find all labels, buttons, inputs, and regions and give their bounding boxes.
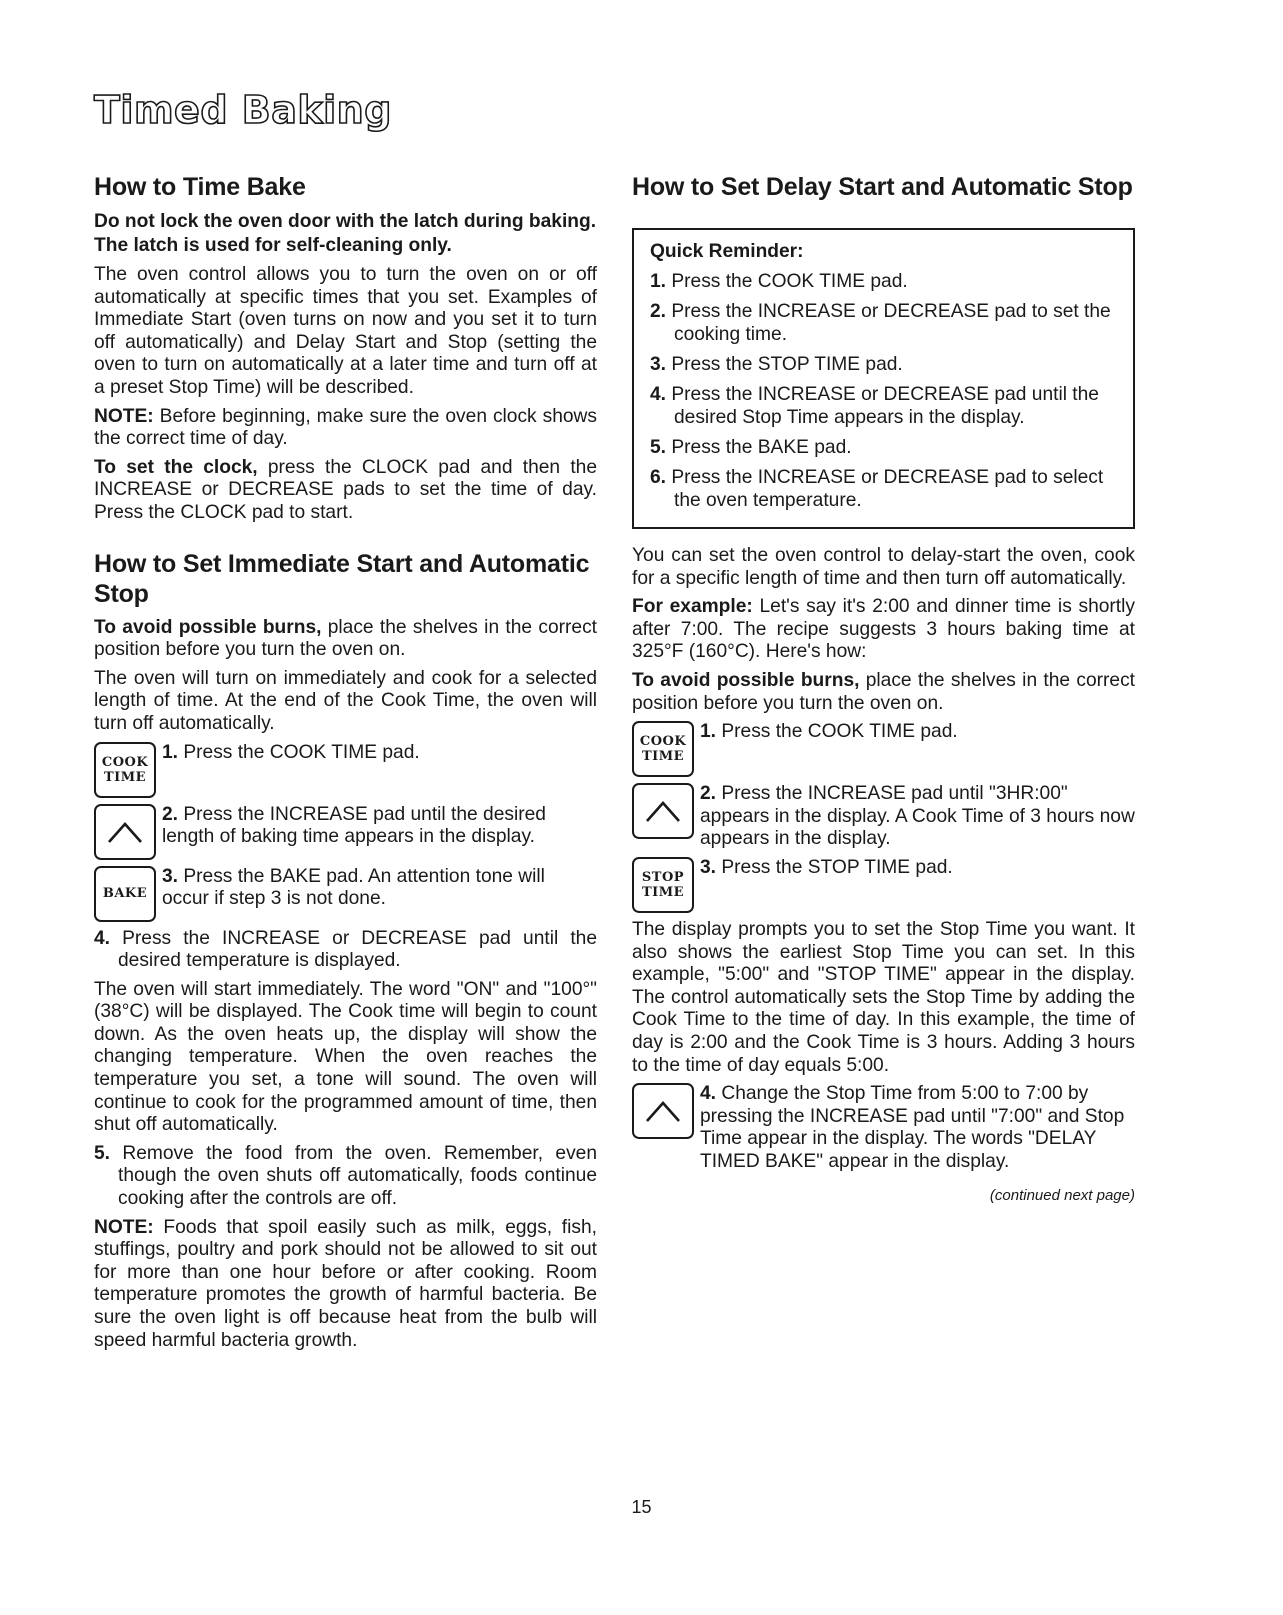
pad-label: BAKE	[102, 886, 148, 901]
burn-warning	[632, 670, 1135, 715]
set-clock-text: press the CLOCK pad and then the INCREASE or DECREASE pads to set the time of day. Press the CLOCK pad to start.	[94, 456, 597, 523]
step-body: Press the BAKE pad. An attention tone will occur if step 3 is not done.	[162, 865, 545, 910]
display-description: The display prompts you to set the Stop Time you want. It also shows the earliest Stop Time you can set. In this example, "5:00" and "STOP TIME" appear in the display. The control automatically sets the Stop Time by adding the Cook Time to the time of day. In this example, the time of day is 2:00 and the Cook Time is 3 hours. Adding 3 hours to the time of day equals 5:00.	[632, 918, 1135, 1076]
latch-warning: Do not lock the oven door with the latch during baking. The latch is used for self-cleaning only.	[94, 211, 597, 256]
clock-note	[94, 406, 597, 451]
pad-label: COOK	[101, 754, 149, 770]
step-body: Press the COOK TIME pad.	[716, 721, 958, 743]
heading-how-to-time-bake: How to Time Bake	[94, 173, 306, 201]
step-3	[632, 857, 1135, 913]
item-text: Press the STOP TIME pad.	[666, 354, 903, 375]
left-column	[94, 172, 597, 1358]
step-number: 2.	[162, 803, 179, 825]
item-number: 2.	[650, 301, 667, 322]
item-text: Press the INCREASE or DECREASE pad to select the oven temperature.	[666, 467, 1104, 511]
item-number: 1.	[650, 271, 667, 292]
step-body: Press the INCREASE pad until the desired length of baking time appears in the display.	[162, 803, 546, 848]
step-number: 3.	[162, 865, 179, 887]
reminder-item	[650, 270, 1117, 293]
quick-reminder-title: Quick Reminder:	[650, 241, 804, 262]
burn-text: place the shelves in the correct position before you turn the oven on.	[94, 616, 597, 661]
food-safety-note	[94, 1217, 597, 1353]
set-clock-label: To set the clock,	[94, 456, 258, 478]
reminder-item	[650, 436, 1117, 459]
pad-label: STOP	[641, 869, 685, 885]
set-clock-paragraph	[94, 457, 597, 525]
step-2	[94, 804, 597, 860]
example-paragraph	[632, 596, 1135, 664]
step-2	[632, 783, 1135, 851]
page-number: 15	[631, 1497, 652, 1517]
note-label: NOTE:	[94, 1216, 154, 1238]
step-text	[162, 742, 597, 765]
step-body: Press the INCREASE or DECREASE pad until the desired temperature is displayed.	[110, 927, 597, 972]
pad-label: TIME	[641, 749, 685, 765]
step-body: Press the STOP TIME pad.	[716, 856, 953, 878]
item-number: 6.	[650, 467, 667, 488]
step-number: 4.	[700, 1083, 717, 1105]
delay-intro: You can set the oven control to delay-start the oven, cook for a specific length of time and then turn off automatically.	[632, 545, 1135, 589]
step-1	[94, 742, 597, 798]
increase-arrow-icon	[632, 1083, 694, 1139]
step-number: 4.	[94, 927, 111, 949]
step-3	[94, 866, 597, 922]
item-text: Press the INCREASE or DECREASE pad until the desired Stop Time appears in the display.	[666, 384, 1099, 428]
note-text: Foods that spoil easily such as milk, eggs, fish, stuffings, poultry and pork should not be allowed to sit out for more than one hour before or after cooking. Room temperature promotes the growth of harmful bacteria. Be sure the oven light is off because heat from the bulb will speed harmful bacteria growth.	[94, 1216, 597, 1351]
heading-immediate-start: How to Set Immediate Start and Automatic Stop	[94, 549, 590, 608]
pad-label: TIME	[641, 884, 685, 900]
note-text: Before beginning, make sure the oven clock shows the correct time of day.	[94, 405, 597, 450]
intro-paragraph: The oven control allows you to turn the oven on or off automatically at specific times that you set. Examples of Immediate Start (oven turns on now and you set it to turn off automatically) and Delay Start and Stop (setting the oven to turn on automatically at a later time and turn off at a preset Stop Time) will be described.	[94, 264, 597, 398]
item-number: 3.	[650, 354, 667, 375]
page-title: Timed Baking	[94, 88, 392, 132]
right-column	[632, 172, 1135, 1208]
step-number: 1.	[700, 721, 717, 743]
item-text: Press the COOK TIME pad.	[666, 271, 908, 292]
step-4	[94, 928, 597, 973]
example-label: For example:	[632, 596, 753, 618]
item-text: Press the BAKE pad.	[666, 437, 852, 458]
continued-note: (continued next page)	[989, 1187, 1135, 1205]
item-number: 5.	[650, 437, 667, 458]
heading-delay-start: How to Set Delay Start and Automatic Stop	[632, 173, 1133, 201]
note-label: NOTE:	[94, 405, 154, 427]
step-number: 5.	[94, 1142, 111, 1164]
start-description: The oven will start immediately. The word "ON" and "100°" (38°C) will be displayed. The Cook time will begin to count down. As the oven heats up, the display will show the changing temperature. When the oven reaches the temperature you set, a tone will sound. The oven will continue to cook for the programmed amount of time, then shut off automatically.	[94, 978, 597, 1136]
increase-arrow-icon	[94, 804, 156, 860]
reminder-item	[650, 383, 1117, 429]
burn-warning	[94, 617, 597, 662]
step-number: 1.	[162, 741, 179, 763]
burn-text: place the shelves in the correct position before you turn the oven on.	[632, 669, 1135, 714]
step-body: Press the INCREASE pad until "3HR:00" appears in the display. A Cook Time of 3 hours now appears in the display.	[700, 783, 1135, 850]
example-text: Let's say it's 2:00 and dinner time is shortly after 7:00. The recipe suggests 3 hours baking time at 325°F (160°C). Here's how:	[632, 596, 1135, 663]
cook-time-pad-icon	[94, 742, 156, 798]
step-text	[700, 1083, 1135, 1173]
step-text	[162, 866, 597, 911]
step-body: Press the COOK TIME pad.	[178, 741, 420, 763]
oven-description: The oven will turn on immediately and cook for a selected length of time. At the end of the Cook Time, the oven will turn off automatically.	[94, 667, 597, 734]
step-body: Remove the food from the oven. Remember, even though the oven shuts off automatically, foods continue cooking after the controls are off.	[110, 1142, 597, 1210]
step-text	[700, 721, 1135, 744]
step-5	[94, 1143, 597, 1211]
step-text	[700, 783, 1135, 851]
reminder-item	[650, 466, 1117, 512]
step-text	[162, 804, 597, 849]
cook-time-pad-icon	[632, 721, 694, 777]
quick-reminder-box	[632, 228, 1135, 529]
step-number: 2.	[700, 783, 717, 805]
stop-time-pad-icon	[632, 857, 694, 913]
reminder-item	[650, 300, 1117, 346]
item-number: 4.	[650, 384, 667, 405]
reminder-item	[650, 353, 1117, 376]
step-body: Change the Stop Time from 5:00 to 7:00 by pressing the INCREASE pad until "7:00" and Stop Time appear in the display. The words "DELAY TIMED BAKE" appear in the display.	[700, 1083, 1125, 1172]
increase-arrow-icon	[632, 783, 694, 839]
item-text: Press the INCREASE or DECREASE pad to set the cooking time.	[666, 301, 1111, 345]
burn-label: To avoid possible burns,	[94, 616, 322, 638]
bake-pad-icon	[94, 866, 156, 922]
step-4	[632, 1083, 1135, 1173]
step-number: 3.	[700, 856, 717, 878]
step-text	[700, 857, 1135, 880]
burn-label: To avoid possible burns,	[632, 669, 860, 691]
pad-label: TIME	[103, 769, 147, 785]
pad-label: COOK	[639, 734, 687, 750]
step-1	[632, 721, 1135, 777]
